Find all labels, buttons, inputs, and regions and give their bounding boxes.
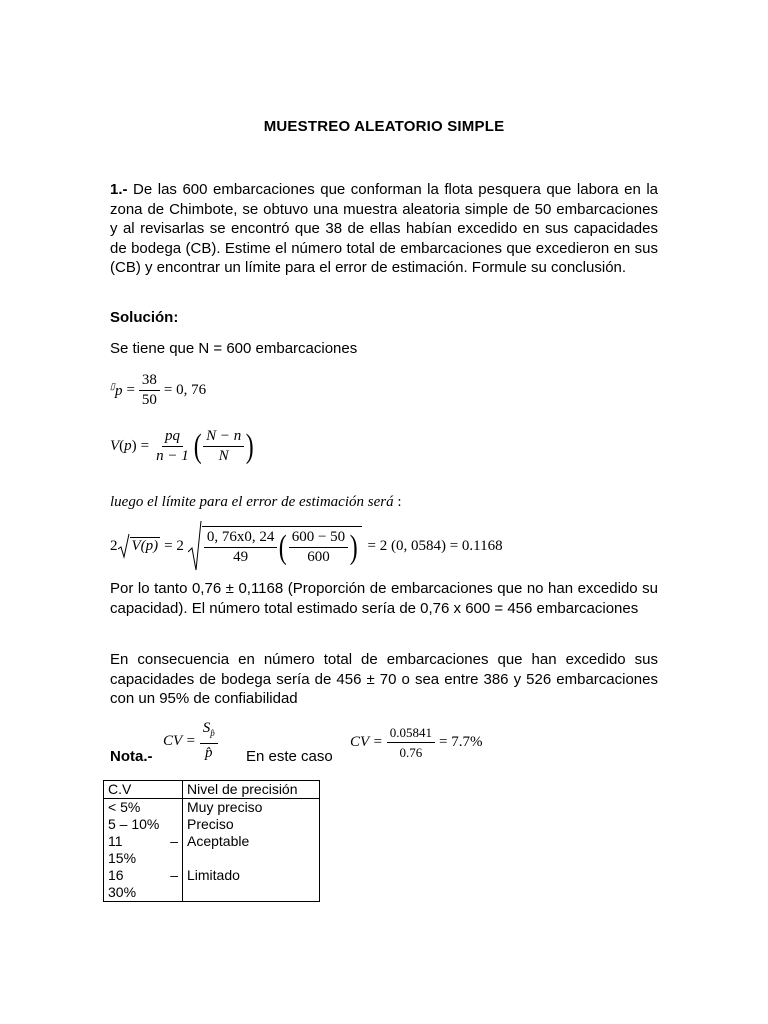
sqrt-variance: V(p) (118, 533, 161, 559)
table-row (104, 816, 320, 833)
table-cell-cv: 11 – 15% (104, 833, 183, 867)
nota-label: Nota.- (110, 748, 153, 765)
p-hat-fraction: $\frac{38}{50}$ (139, 372, 160, 409)
sqrt-expression: $\frac{0, 76x0, 24}{49}$ ( $\frac{600 - 50}{600}$ ) (188, 520, 362, 572)
cv-calculation: CV = $\frac{0.05841}{0.76}$ = 7.7% (350, 725, 483, 760)
table-header-row (104, 781, 320, 799)
table-row (104, 833, 320, 867)
problem-text: De las 600 embarcaciones que conforman la flota pesquera que labora en la zona de Chimbote, se obtuvo una muestra aleatoria simple de 50 embarcaciones y al revisarlas se encontró que 38 de ellas habían excedido en sus capacidades de bodega (CB). Estime el número total de embarcaciones que excedieron en sus (CB) y encontrar un límite para el error de estimación. Formule su conclusión. (110, 181, 658, 276)
p-hat-symbol: ▯p (110, 381, 123, 399)
table-header-level: Nivel de precisión (183, 781, 320, 799)
table-row (104, 799, 320, 817)
table-cell-level: Aceptable (183, 833, 320, 867)
paragraph-conclusion-2: En consecuencia en número total de embarcaciones que han excedido sus capacidades de bodega sería de 456 ± 70 o sea entre 386 y 526 embarcaciones con un 95% de confiabilidad (110, 651, 658, 707)
limit-result: = 2 (0, 0584) = 0.1168 (367, 537, 503, 554)
precision-table (103, 780, 320, 902)
table-row (104, 867, 320, 902)
given-statement: Se tiene que N = 600 embarcaciones (110, 340, 358, 357)
variance-inner-fraction: $\frac{N - n}{N}$ (203, 428, 244, 465)
p-hat-formula: ▯p = $\frac{38}{50}$ = 0, 76 (110, 372, 207, 408)
problem-number: 1.- (110, 181, 128, 198)
table-cell-level: Limitado (183, 867, 320, 902)
table-cell-cv: 16 – 30% (104, 867, 183, 902)
case-text: En este caso (246, 748, 333, 765)
table-cell-cv: < 5% (104, 799, 183, 817)
p-hat-result: = 0, 76 (163, 382, 207, 398)
limit-text: luego el límite para el error de estimación será : (110, 494, 402, 510)
solution-label: Solución: (110, 309, 179, 326)
variance-formula: V ( p ) = $\frac{pq}{n - 1}$ ( $\frac{N - n}{N}$ ) (110, 427, 254, 465)
precision-table-wrapper (103, 780, 320, 902)
problem-statement (110, 180, 658, 278)
table-cell-cv: 5 – 10% (104, 816, 183, 833)
limit-formula: 2 V(p) = 2 $\frac{0, 76x0, 24}{49}$ ( $\frac{600 - 50}{600}$ ) = 2 (0, 0584) = 0.1168 (110, 520, 503, 572)
page-title: MUESTREO ALEATORIO SIMPLE (263, 118, 505, 135)
table-header-cv: C.V (104, 781, 183, 799)
variance-symbol: V (110, 438, 120, 454)
variance-fraction: $\frac{pq}{n - 1}$ (156, 428, 189, 464)
cv-formula: CV = $\frac{S_{p̂}}{p̂}$ (163, 720, 218, 762)
paragraph-conclusion-1: Por lo tanto 0,76 ± 0,1168 (Proporción de embarcaciones que no han excedido su capacidad). El número total estimado sería de 0,76 x 600 = 456 embarcaciones (110, 580, 658, 617)
table-cell-level: Preciso (183, 816, 320, 833)
table-cell-level: Muy preciso (183, 799, 320, 817)
